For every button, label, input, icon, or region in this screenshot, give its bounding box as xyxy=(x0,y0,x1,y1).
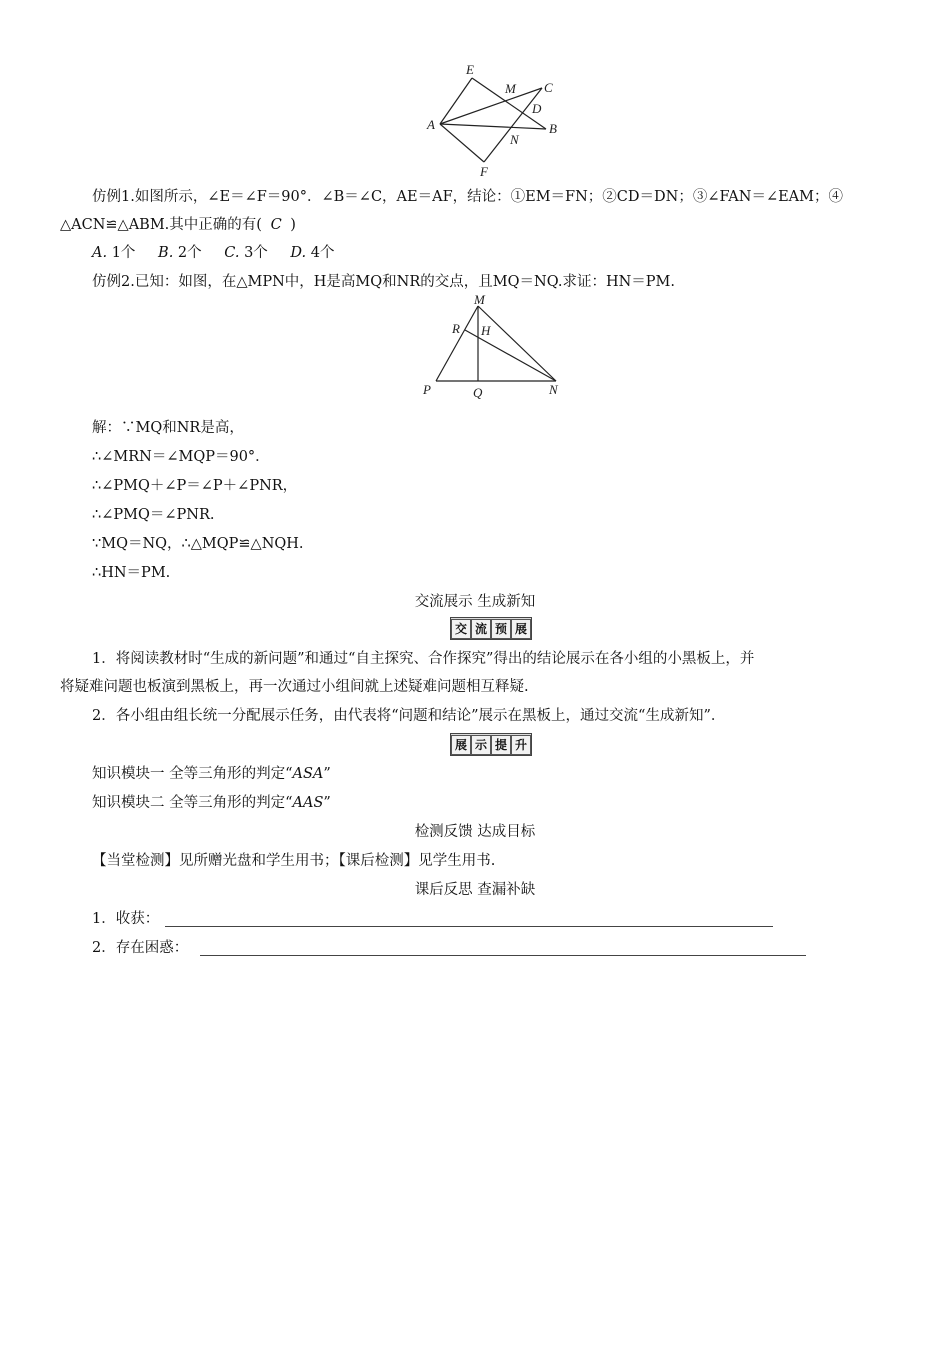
reflection-gains-blank xyxy=(165,926,773,927)
label-m: M xyxy=(505,81,516,96)
label-m: M xyxy=(474,294,485,307)
example-1-question-cont: △ACN≌△ABM.其中正确的有( xyxy=(60,217,262,233)
label-q: Q xyxy=(473,385,483,400)
segment-af xyxy=(440,124,484,162)
solution-line-1: 解：∵MQ和NR是高， xyxy=(92,420,244,436)
segment-ae xyxy=(440,78,472,124)
label-a: A xyxy=(427,117,435,132)
banner-char: 示 xyxy=(471,735,491,755)
option-b-text: 2个 xyxy=(177,245,202,261)
solution-line-4: ∴∠PMQ＝∠PNR. xyxy=(92,507,215,523)
solution-line-2: ∴∠MRN＝∠MQP＝90°． xyxy=(92,449,270,465)
reflection-confusion-blank xyxy=(200,955,806,956)
label-n: N xyxy=(549,382,558,397)
figure-1-diagram xyxy=(420,62,565,180)
module-1-end: ” xyxy=(323,766,331,782)
segment-pm xyxy=(436,306,478,381)
module-1-text: 知识模块一 全等三角形的判定“ xyxy=(92,766,293,782)
banner-char: 展 xyxy=(511,619,531,639)
label-n: N xyxy=(510,132,519,147)
module-2-abbr: AAS xyxy=(292,795,324,811)
example-2-question: 已知：如图，在△MPN中，H是高MQ和NR的交点，且MQ＝NQ.求证：HN＝PM. xyxy=(134,274,676,290)
section-title-exchange: 交流展示 生成新知 xyxy=(414,594,536,610)
example-2-prefix: 仿例 xyxy=(92,274,121,290)
option-a-text: 1个 xyxy=(111,245,136,261)
module-2-text: 知识模块二 全等三角形的判定“ xyxy=(92,795,293,811)
example-1-line-1 xyxy=(92,187,843,207)
example-1-line-2 xyxy=(60,215,296,235)
section-title-reflection: 课后反思 查漏补缺 xyxy=(414,882,536,898)
label-f: F xyxy=(480,164,488,179)
module-1-abbr: ASA xyxy=(292,766,324,782)
segment-ac xyxy=(440,88,542,124)
label-c: C xyxy=(544,80,553,95)
solution-line-3: ∴∠PMQ＋∠P＝∠P＋∠PNR， xyxy=(92,478,298,494)
item-1-line-1: 1．将阅读教材时“生成的新问题”和通过“自主探究、合作探究”得出的结论展示在各小组的小黑板上，并 xyxy=(92,651,755,667)
option-d-key: D. xyxy=(290,245,307,261)
banner-char: 提 xyxy=(491,735,511,755)
label-r: R xyxy=(452,321,460,336)
solution-line-6: ∴HN＝PM. xyxy=(92,565,171,581)
option-a-key: A. xyxy=(92,245,108,261)
banner-char: 展 xyxy=(451,735,471,755)
label-d: D xyxy=(532,101,542,116)
banner-char: 预 xyxy=(491,619,511,639)
example-1-question: 如图所示，∠E＝∠F＝90°．∠B＝∠C，AE＝AF，结论：①EM＝FN；②CD＝DN；③∠FAN＝∠EAM；④ xyxy=(134,189,843,205)
item-2: 2．各小组由组长统一分配展示任务，由代表将“问题和结论”展示在黑板上，通过交流“生成新知”． xyxy=(92,708,726,724)
option-b-key: B. xyxy=(158,245,174,261)
example-2-line xyxy=(92,272,675,292)
option-c-text: 3个 xyxy=(244,245,268,261)
example-2-number: 2. xyxy=(121,274,135,290)
example-1-answer: C xyxy=(270,217,282,233)
banner-char: 流 xyxy=(471,619,491,639)
solution-line-5: ∵MQ＝NQ，∴△MQP≌△NQH. xyxy=(92,536,304,552)
option-d-text: 4个 xyxy=(310,245,335,261)
module-2-end: ” xyxy=(323,795,331,811)
example-1-prefix: 仿例 xyxy=(92,189,121,205)
figure-2-diagram xyxy=(418,294,568,402)
knowledge-module-2 xyxy=(92,793,331,813)
banner-char: 升 xyxy=(511,735,531,755)
section-title-feedback: 检测反馈 达成目标 xyxy=(414,824,536,840)
label-b: B xyxy=(549,121,557,136)
segment-cf xyxy=(484,88,542,162)
check-line: 【当堂检测】见所赠光盘和学生用书；【课后检测】见学生用书. xyxy=(92,853,496,869)
label-h: H xyxy=(481,323,491,338)
example-1-number: 1. xyxy=(121,189,135,205)
knowledge-module-1 xyxy=(92,764,331,784)
reflection-confusion-label: 2．存在困惑： xyxy=(92,940,189,956)
reflection-gains-label: 1．收获： xyxy=(92,911,160,927)
item-1-line-2: 将疑难问题也板演到黑板上，再一次通过小组间就上述疑难问题相互释疑. xyxy=(60,679,529,695)
example-1-options xyxy=(92,243,334,263)
label-e: E xyxy=(466,62,474,77)
banner-char: 交 xyxy=(451,619,471,639)
banner-exchange-preview xyxy=(450,617,532,640)
label-p: P xyxy=(423,382,431,397)
segment-ab xyxy=(440,124,546,129)
banner-show-improve xyxy=(450,733,532,756)
option-c-key: C. xyxy=(224,245,240,261)
example-1-close-paren: ) xyxy=(290,217,296,233)
